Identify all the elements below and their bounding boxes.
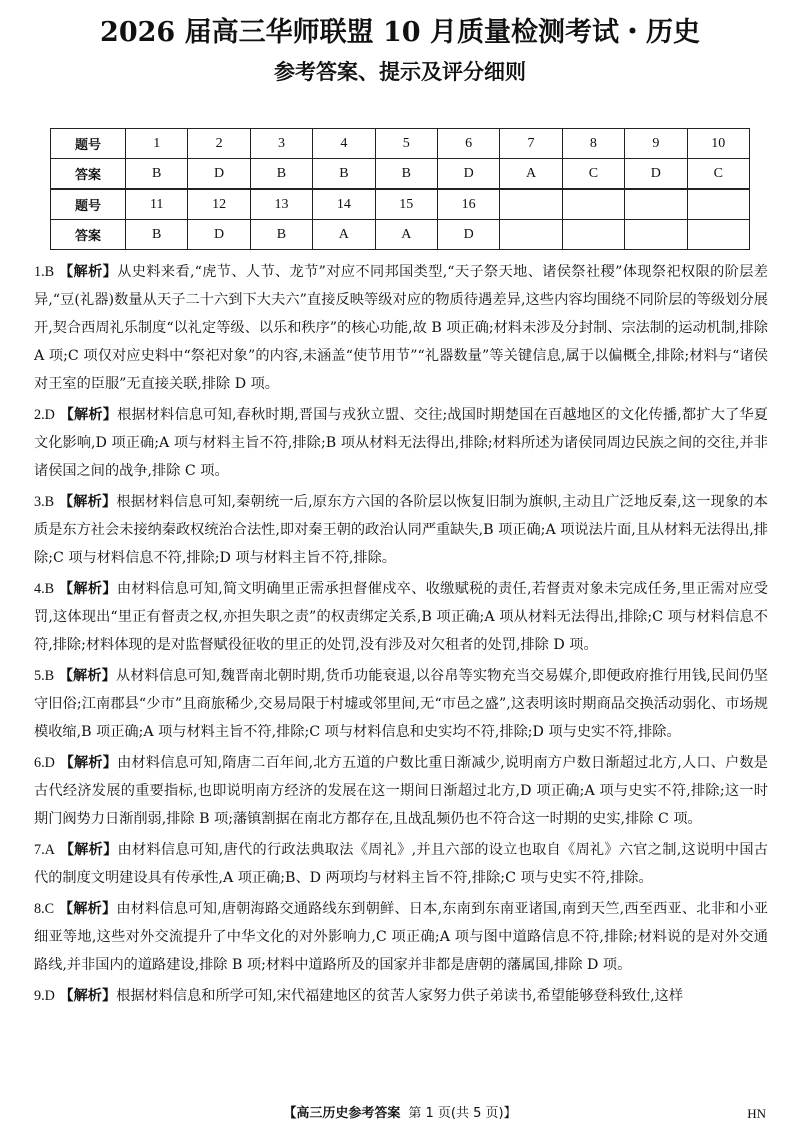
empty-cell [687,220,749,250]
footer-label: 【高三历史参考答案 [283,1106,401,1121]
analysis-tag: 【解析】 [59,842,118,858]
item-text: 由材料信息可知,唐代的行政法典取法《周礼》,并且六部的设立也取自《周礼》六官之制,这说明中国古代的制度文明建设具有传承性,A 项正确;B、D 两项均与材料主旨不符,排除;C 项与史实不符,排除。 [34,842,768,886]
item-text: 由材料信息可知,隋唐二百年间,北方五道的户数比重日渐减少,说明南方户数日渐超过北方,人口、户数是古代经济发展的重要指标,也即说明南方经济的发展在这一期间日渐超过北方,D 项正确;A 项与史实不符,排除;这一时期门阀势力日渐削弱,排除 B 项;藩镇割据在南北方都存在,且战乱频仍也不符合这一时期的史实,排除 C 项。 [34,755,768,827]
item-number: 3. [34,494,45,510]
item-number: 1. [34,264,45,280]
explanation-item [34,662,768,746]
explanation-item [34,982,768,1010]
question-number: 8 [562,129,624,159]
empty-cell [562,220,624,250]
analysis-tag: 【解析】 [59,407,118,423]
question-number: 14 [313,189,375,220]
question-number: 11 [126,189,188,220]
row-label-number: 题号 [51,129,126,159]
item-text: 从史料来看,“虎节、人节、龙节”对应不同邦国类型,“天子祭天地、诸侯祭社稷”体现祭祀权限的阶层差异,“豆(礼器)数量从天子二十六到下大夫六”直接反映等级对应的物质待遇差异,这些内容均围绕不同阶层的等级划分展开,契合西周礼乐制度“以礼定等级、以乐和秩序”的核心功能,故 B 项正确;材料未涉及分封制、宗法制的运动机制,排除 A 项;C 项仅对应史料中“祭祀对象”的内容,未涵盖“使节用节”“礼器数量”等关键信息,属于以偏概全,排除;材料与“诸侯对王室的臣服”无直接关联,排除 D 项。 [34,264,768,392]
analysis-tag: 【解析】 [58,494,117,510]
explanation-item [34,749,768,833]
empty-cell [500,220,562,250]
empty-cell [562,189,624,220]
explanation-item [34,488,768,572]
empty-cell [625,189,687,220]
answer-cell: C [562,159,624,190]
item-number: 7. [34,842,45,858]
analysis-tag: 【解析】 [59,988,117,1004]
answer-cell: D [625,159,687,190]
empty-cell [687,189,749,220]
answer-cell: B [250,159,312,190]
page-footer [0,1104,800,1124]
explanation-item [34,258,768,398]
item-text: 从材料信息可知,魏晋南北朝时期,货币功能衰退,以谷帛等实物充当交易媒介,即便政府推行用钱,民间仍坚守旧俗;江南郡县“少市”且商旅稀少,交易局限于村墟或邻里间,无“市邑之盛”,这表明该时期商品交换活动弱化、市场规模收缩,B 项正确;A 项与材料主旨不符,排除;C 项与材料信息和史实均不符,排除;D 项与史实不符,排除。 [34,668,768,740]
page-title: 2026 届高三华师联盟 10 月质量检测考试・历史 [100,17,700,48]
question-number: 1 [126,129,188,159]
question-number: 12 [188,189,250,220]
page-subtitle: 参考答案、提示及评分细则 [274,60,526,84]
question-number: 13 [250,189,312,220]
row-label-number: 题号 [51,189,126,220]
item-answer: D [44,988,55,1004]
answer-table-row-numbers-1 [51,129,750,159]
explanation-item [34,895,768,979]
item-answer: B [44,581,55,597]
analysis-tag: 【解析】 [59,264,118,280]
answer-cell: A [313,220,375,250]
question-number: 9 [625,129,687,159]
item-text: 根据材料信息和所学可知,宋代福建地区的贫苦人家努力供子弟读书,希望能够登科致仕,这样 [116,988,684,1004]
question-number: 6 [437,129,499,159]
item-answer: B [44,494,55,510]
answer-table-row-answers-1 [51,159,750,190]
row-label-answer: 答案 [51,220,126,250]
item-answer: B [44,264,55,280]
empty-cell [500,189,562,220]
question-number: 2 [188,129,250,159]
item-number: 8. [34,901,45,917]
answer-table-row-answers-2 [51,220,750,250]
item-number: 9. [34,988,45,1004]
analysis-tag: 【解析】 [59,755,118,771]
region-code: HN [747,1106,766,1121]
explanation-item [34,401,768,485]
item-number: 6. [34,755,45,771]
answer-cell: B [313,159,375,190]
answer-cell: D [437,220,499,250]
analysis-tag: 【解析】 [58,581,117,597]
answer-cell: A [375,220,437,250]
item-answer: D [44,407,55,423]
answer-cell: D [188,220,250,250]
question-number: 4 [313,129,375,159]
item-number: 4. [34,581,45,597]
analysis-tag: 【解析】 [58,668,116,684]
question-number: 5 [375,129,437,159]
explanation-item [34,836,768,892]
answer-table-row-numbers-2 [51,189,750,220]
explanation-list [34,258,768,1013]
answer-cell: B [126,220,188,250]
answer-cell: D [188,159,250,190]
answer-cell: D [437,159,499,190]
item-number: 5. [34,668,45,684]
item-answer: C [44,901,55,917]
item-answer: D [44,755,55,771]
item-text: 根据材料信息可知,秦朝统一后,原东方六国的各阶层以恢复旧制为旗帜,主动且广泛地反秦,这一现象的本质是东方社会未接纳秦政权统治合法性,即对秦王朝的政治认同严重缺失,B 项正确;A 项说法片面,且从材料无法得出,排除;C 项与材料信息不符,排除;D 项与材料主旨不符,排除。 [34,494,768,566]
item-answer: B [44,668,55,684]
answer-cell: B [250,220,312,250]
question-number: 7 [500,129,562,159]
row-label-answer: 答案 [51,159,126,190]
item-text: 由材料信息可知,唐朝海路交通路线东到朝鲜、日本,东南到东南亚诸国,南到天竺,西至西亚、北非和小亚细亚等地,这些对外交流提升了中华文化的对外影响力,C 项正确;A 项与图中道路信息不符,排除;材料说的是对外交通路线,并非国内的道路建设,排除 B 项;材料中道路所及的国家并非都是唐朝的藩属国,排除 D 项。 [34,901,768,973]
answer-cell: A [500,159,562,190]
answer-cell: B [375,159,437,190]
item-answer: A [44,842,55,858]
question-number: 16 [437,189,499,220]
answer-table [50,128,750,250]
explanation-item [34,575,768,659]
question-number: 10 [687,129,749,159]
empty-cell [625,220,687,250]
question-number: 3 [250,129,312,159]
item-text: 根据材料信息可知,春秋时期,晋国与戎狄立盟、交往;战国时期楚国在百越地区的文化传播,都扩大了华夏文化影响,D 项正确;A 项与材料主旨不符,排除;B 项从材料无法得出,排除;材料所述为诸侯同周边民族之间的交往,并非诸侯国之间的战争,排除 C 项。 [34,407,768,479]
question-number: 15 [375,189,437,220]
analysis-tag: 【解析】 [58,901,117,917]
item-number: 2. [34,407,45,423]
answer-cell: C [687,159,749,190]
answer-cell: B [126,159,188,190]
page-number: 第 1 页(共 5 页)】 [408,1106,517,1121]
item-text: 由材料信息可知,简文明确里正需承担督催戍卒、收缴赋税的责任,若督责对象未完成任务,里正需对应受罚,这体现出“里正有督责之权,亦担失职之责”的权责绑定关系,B 项正确;A 项从材料无法得出,排除;C 项与材料信息不符,排除;材料体现的是对监督赋役征收的里正的处罚,没有涉及对欠租者的处罚,排除 D 项。 [34,581,768,653]
